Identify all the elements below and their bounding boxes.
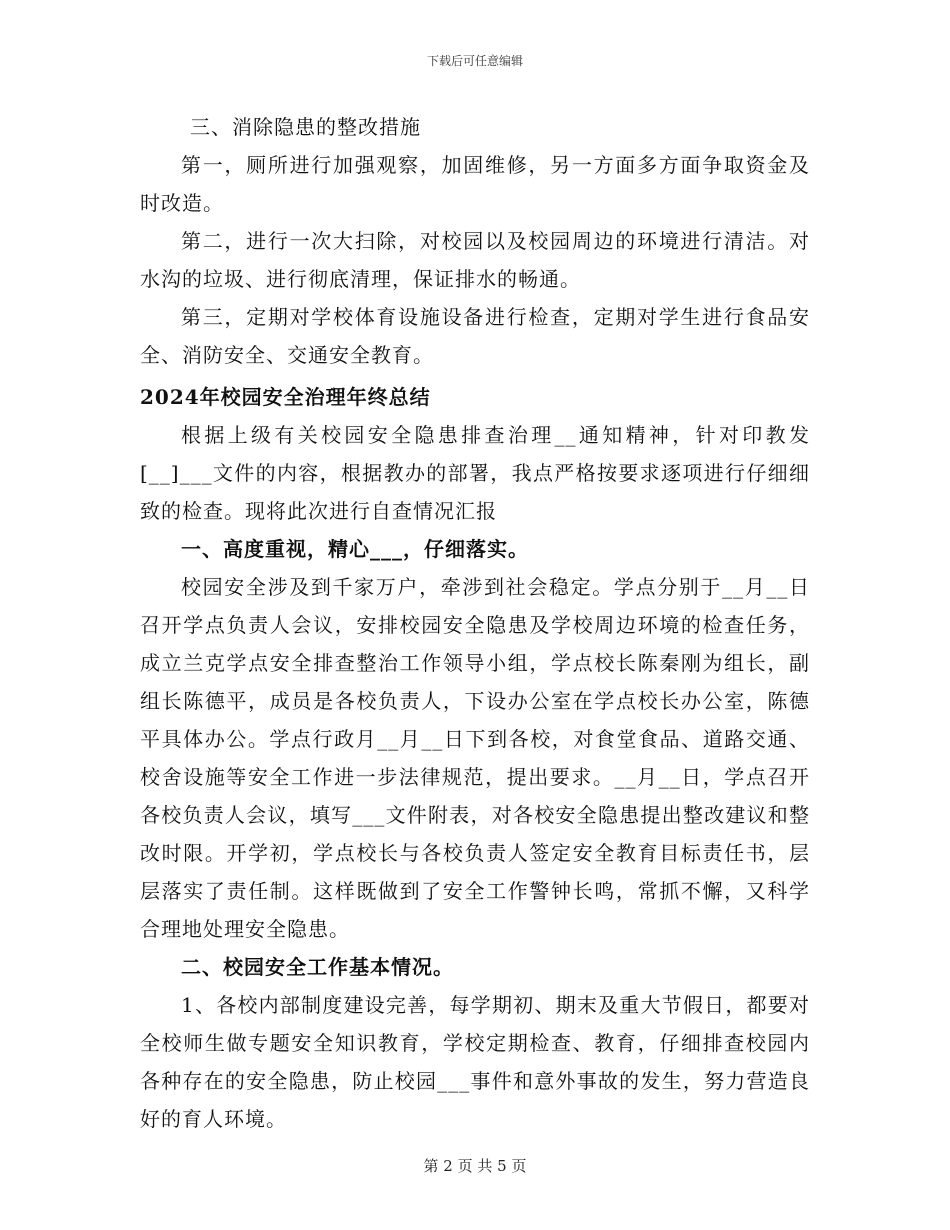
body-paragraph-two: 1、各校内部制度建设完善，每学期初、期末及重大节假日，都要对全校师生做专题安全知识教育，学校定期检查、教育，仔细排查校园内各种存在的安全隐患，防止校园___事件和意外事故的发生，努力营造良好的育人环境。 [140, 993, 810, 1131]
body-paragraph-one: 校园安全涉及到千家万户，牵涉到社会稳定。学点分别于__月__日召开学点负责人会议，安排校园安全隐患及学校周边环境的检查任务，成立兰克学点安全排查整治工作领导小组，学点校长陈秦刚为组长，副组长陈德平，成员是各校负责人，下设办公室在学点校长办公室，陈德平具体办公。学点行政月__月__日下到各校，对食堂食品、道路交通、校舍设施等安全工作进一步法律规范，提出要求。__月__日，学点召开各校负责人会议，填写___文件附表，对各校安全隐患提出整改建议和整改时限。开学初，学点校长与各校负责人签定安全教育目标责任书，层层落实了责任制。这样既做到了安全工作警钟长鸣，常抓不懈，又科学合理地处理安全隐患。 [140, 575, 810, 941]
heading-one: 一、高度重视，精心___，仔细落实。 [181, 537, 529, 561]
heading-two: 二、校园安全工作基本情况。 [181, 955, 454, 979]
section-three-heading: 三、消除隐患的整改措施 [190, 115, 421, 139]
paragraph-measure-2: 第二，进行一次大扫除，对校园以及校园周边的环境进行清洁。对水沟的垃圾、进行彻底清理，保证排水的畅通。 [140, 229, 810, 291]
page-number: 第 2 页 共 5 页 [423, 1157, 527, 1175]
paragraph-measure-3: 第三，定期对学校体育设施设备进行检查，定期对学生进行食品安全、消防安全、交通安全教育。 [140, 305, 810, 367]
paragraph-measure-1: 第一，厕所进行加强观察，加固维修，另一方面多方面争取资金及时改造。 [140, 153, 810, 215]
intro-paragraph: 根据上级有关校园安全隐患排查治理__通知精神，针对印教发[__]___文件的内容，根据教办的部署，我点严格按要求逐项进行仔细细致的检查。现将此次进行自查情况汇报 [140, 423, 810, 523]
document-body [140, 108, 810, 1138]
document-title: 2024年校园安全治理年终总结 [140, 385, 431, 409]
page-header-note: 下载后可任意编辑 [426, 54, 523, 68]
